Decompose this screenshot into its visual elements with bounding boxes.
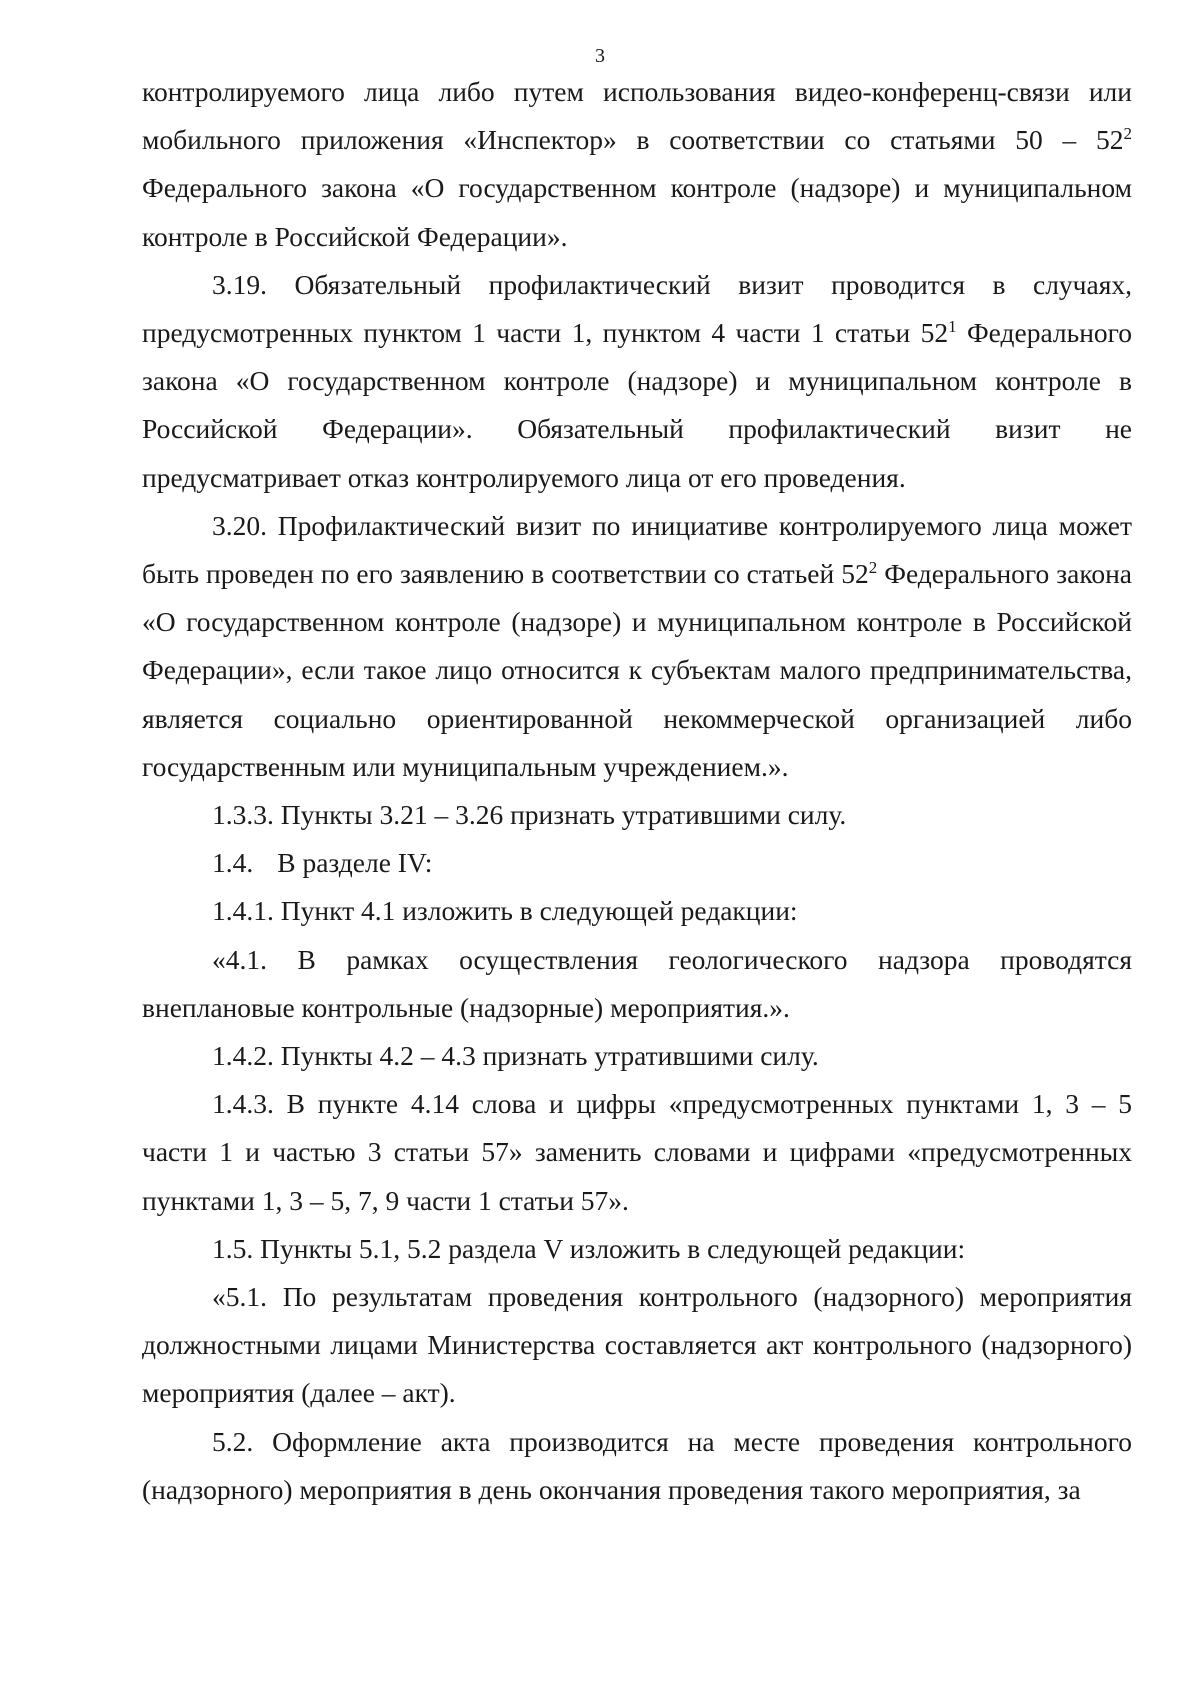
paragraph-3-20 [142, 502, 1132, 791]
paragraph-1-4 [142, 839, 1132, 887]
superscript: 2 [1123, 124, 1132, 144]
paragraph-text: контролируемого лица либо путем использования видео-конференц-связи или мобильного приложения «Инспектор» в соответствии со статьями 50 – 52 [142, 76, 1132, 156]
paragraph-1-4-1: 1.4.1. Пункт 4.1 изложить в следующей редакции: [212, 895, 798, 927]
superscript: 1 [948, 317, 957, 337]
paragraph-3-19 [142, 261, 1132, 502]
paragraph-4-1-quote: «4.1. В рамках осуществления геологического надзора проводятся внеплановые контрольные (надзорные) мероприятия.». [142, 943, 1132, 1023]
superscript: 2 [868, 558, 878, 578]
paragraph-continuation [142, 68, 1132, 261]
paragraph-5-2: 5.2. Оформление акта производится на месте проведения контрольного (надзорного) мероприятия в день окончания проведения такого мероприятия, за [142, 1425, 1132, 1505]
page-number: 3 [595, 45, 605, 67]
paragraph-text: 3.20. Профилактический визит по инициативе контролируемого лица может быть проведен по его заявлению в соответствии со статьей 52 [142, 509, 1132, 590]
paragraph-1-4-2: 1.4.2. Пункты 4.2 – 4.3 признать утратившими силу. [212, 1040, 819, 1072]
paragraph-text: Федерального закона «О государственном контроле (надзоре) и муниципальном контроле в Российской Федерации». [142, 172, 1132, 252]
paragraph-text: Федерального закона «О государственном контроле (надзоре) и муниципальном контроле в Российской Федерации». Обязательный профилактический визит не предусматривает отказ контролируемого лица от его проведения. [142, 317, 1132, 493]
paragraph-text: 3.19. Обязательный профилактический визит проводится в случаях, предусмотренных пунктом 1 части 1, пунктом 4 части 1 статьи 52 [142, 268, 1132, 349]
paragraph-text: Федерального закона «О государственном контроле (надзоре) и муниципальном контроле в Российской Федерации», если такое лицо относится к субъектам малого предпринимательства, является социально ориентированной некоммерческой организацией либо государственным или муниципальным учреждением.». [142, 558, 1133, 782]
paragraph-text: В разделе IV: [277, 847, 433, 879]
paragraph-1-3-3: 1.3.3. Пункты 3.21 – 3.26 признать утратившими силу. [212, 799, 847, 831]
paragraph-5-1-quote: «5.1. По результатам проведения контрольного (надзорного) мероприятия должностными лицами Министерства составляется акт контрольного (надзорного) мероприятия (далее – акт). [142, 1281, 1132, 1409]
document-body [142, 68, 1132, 1514]
paragraph-1-4-3: 1.4.3. В пункте 4.14 слова и цифры «предусмотренных пунктами 1, 3 – 5 части 1 и частью 3 статьи 57» заменить словами и цифрами «предусмотренных пунктами 1, 3 – 5, 7, 9 части 1 статьи 57». [142, 1088, 1132, 1216]
paragraph-1-5: 1.5. Пункты 5.1, 5.2 раздела V изложить в следующей редакции: [212, 1232, 966, 1264]
paragraph-number: 1.4. [212, 847, 254, 879]
